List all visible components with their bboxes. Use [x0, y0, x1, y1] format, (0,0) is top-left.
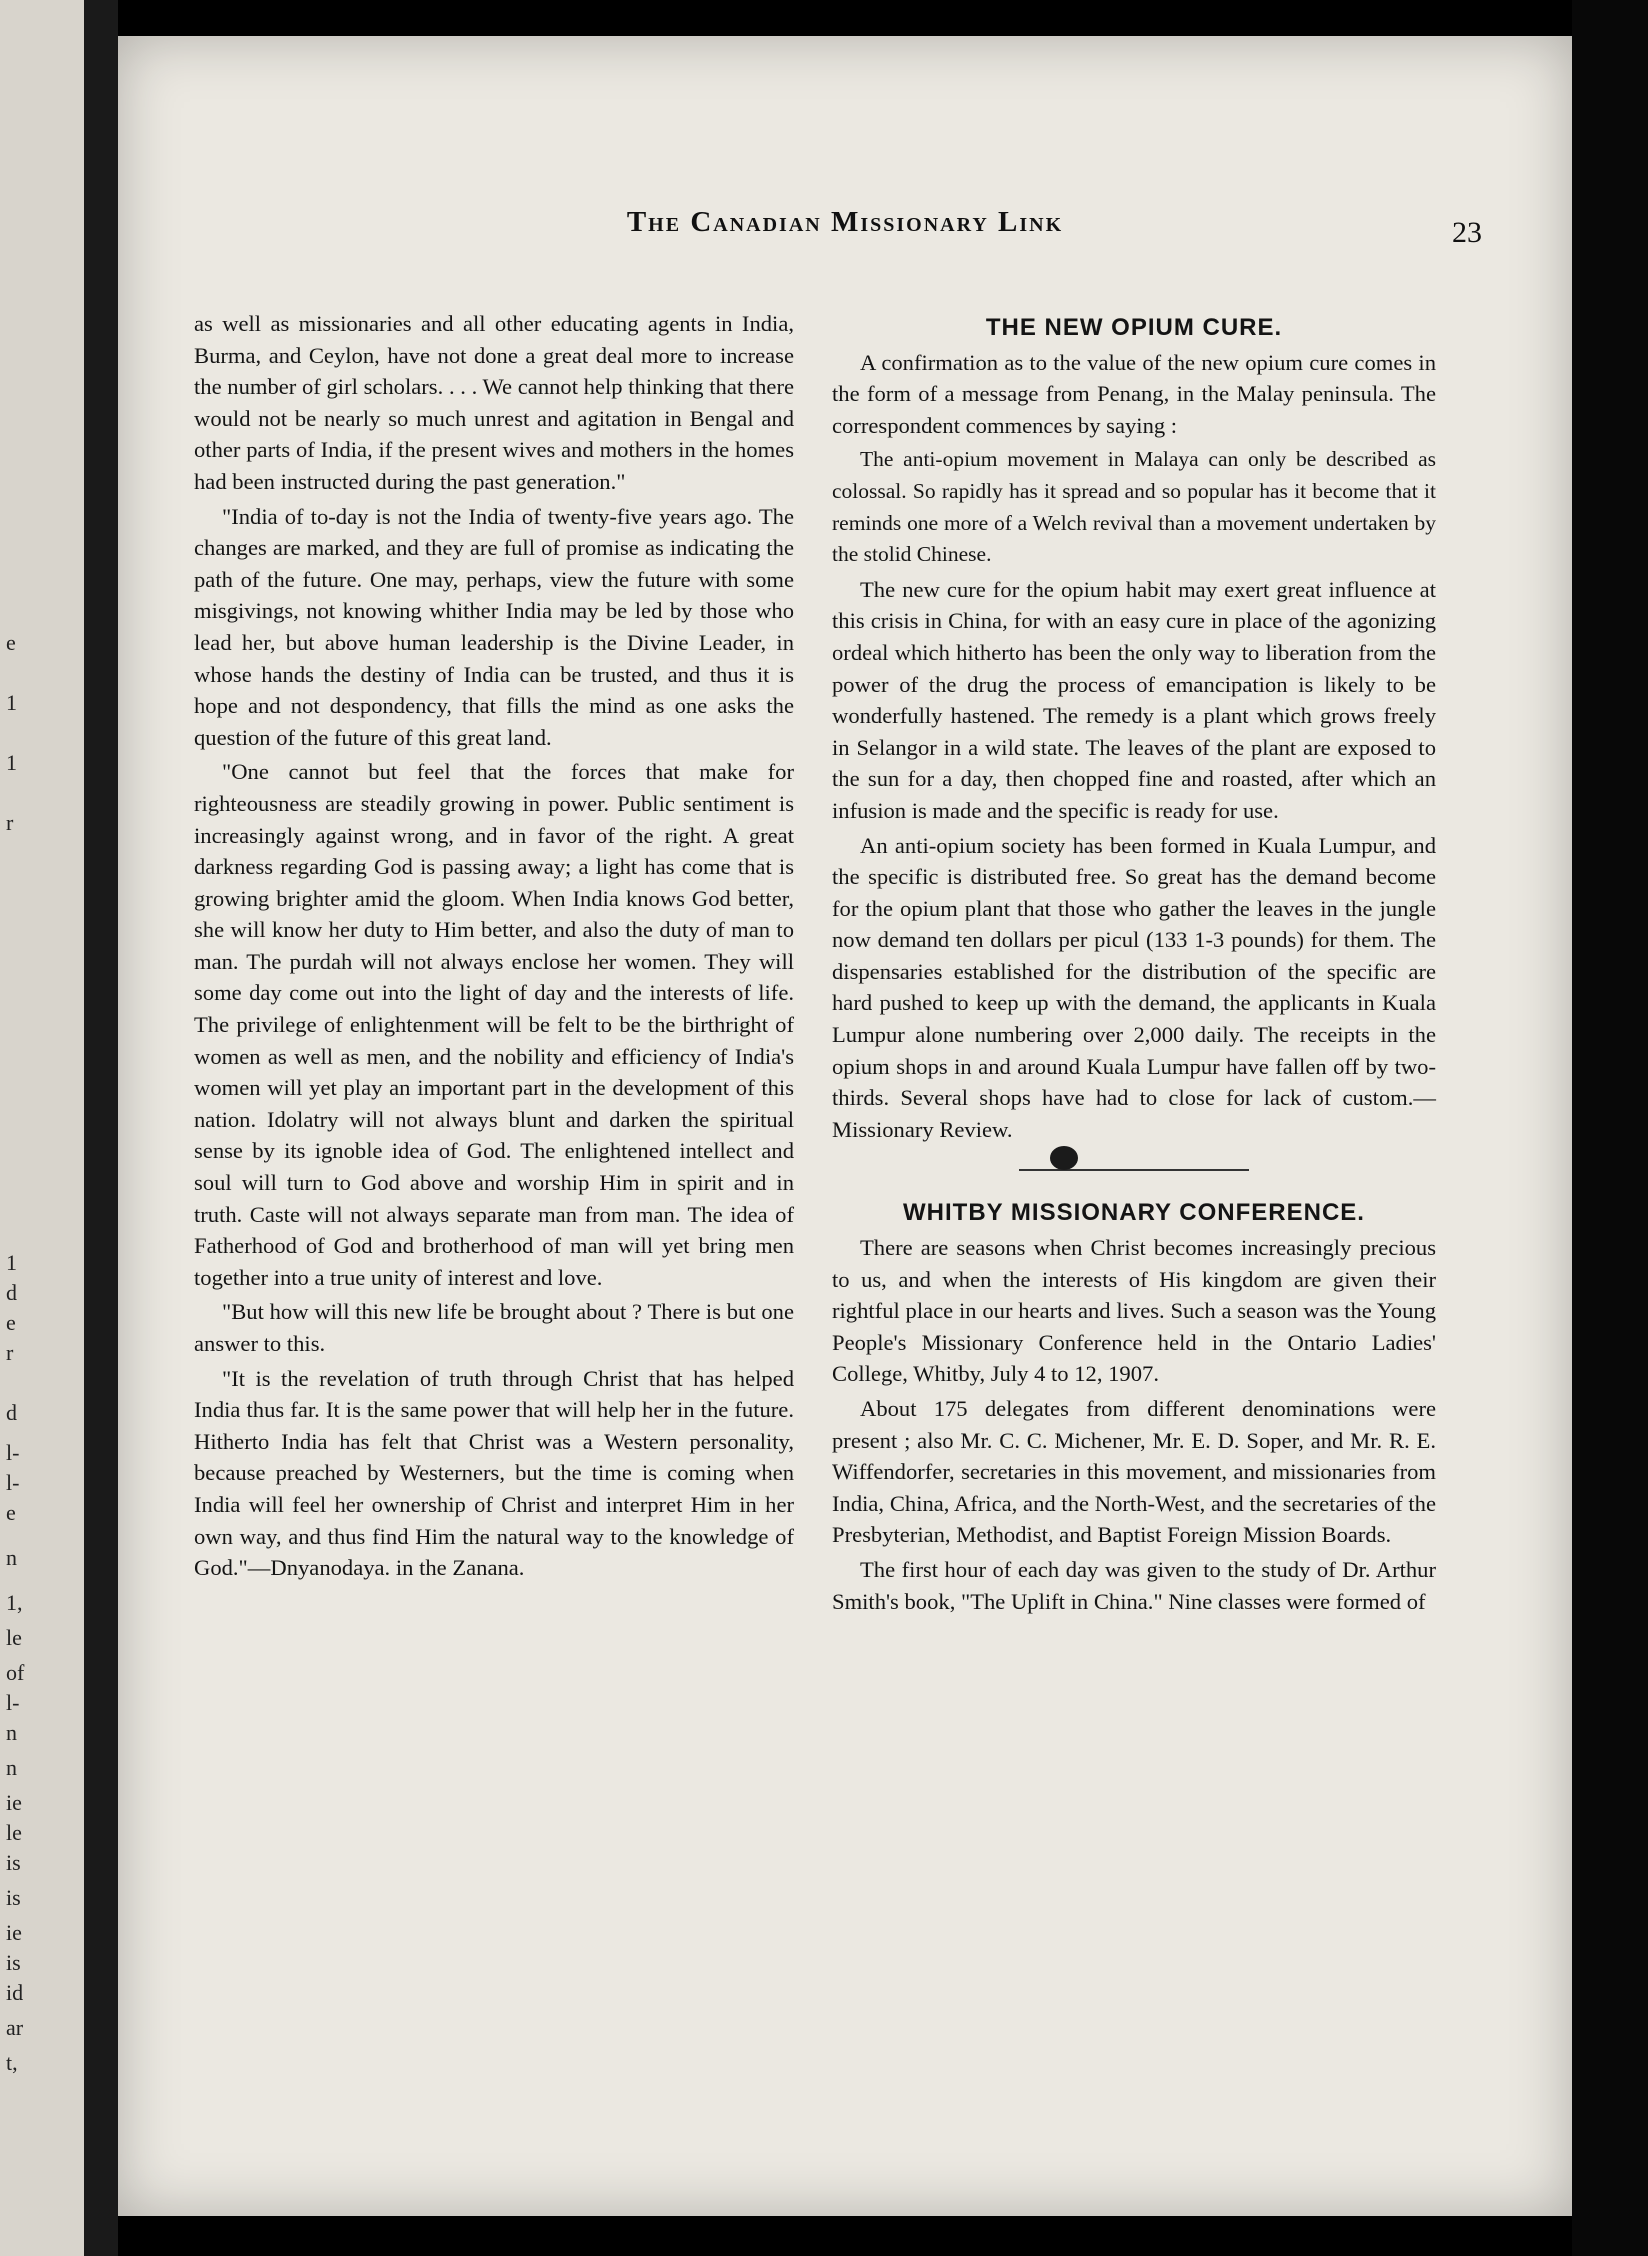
- margin-fragment: le: [6, 1820, 22, 1845]
- paragraph: "It is the revelation of truth through Christ that has helped India thus far. It is the same power that will help her in the future. Hitherto India has felt that Christ was a Western personality, because preached by Westerners, but the time is coming when India will feel her ownership of Christ and interpret Him in her own way, and thus find Him the natural way to the knowledge of God."—Dnyanodaya. in the Zanana.: [194, 1365, 794, 1581]
- margin-fragment: ie: [6, 1920, 22, 1945]
- section-divider: [1019, 1169, 1249, 1171]
- margin-fragment: id: [6, 1980, 24, 2005]
- page-number: 23: [1452, 216, 1482, 249]
- paragraph: "India of to-day is not the India of twenty-five years ago. The changes are marked, and they are full of promise as indicating the path of the future. One may, perhaps, view the future with some misgivings, not knowing whither India may be led by those who lead her, but above human leadership is the Divine Leader, in whose hands the destiny of India can be trusted, and thus it is hope and not despondency, that fills the mind as one asks the question of the future of this great land.: [194, 503, 794, 750]
- margin-fragment: le: [6, 1625, 22, 1650]
- margin-fragment: r: [6, 1340, 14, 1365]
- margin-fragment: 1: [6, 750, 17, 775]
- margin-fragment: ar: [6, 2015, 24, 2040]
- margin-fragment: 1: [6, 1250, 17, 1275]
- ink-blot: [1050, 1146, 1078, 1170]
- margin-fragment: is: [6, 1850, 21, 1875]
- margin-fragment: d: [6, 1400, 17, 1425]
- paragraph: An anti-opium society has been formed in Kuala Lumpur, and the specific is distributed free. So great has the demand become for the opium plant that those who gather the leaves in the jungle now demand ten dollars per picul (133 1-3 pounds) for them. The dispensaries established for the distribution of the specific are hard pushed to keep up with the demand, the applicants in Kuala Lumpur alone numbering over 2,000 daily. The receipts in the opium shops in and around Kuala Lumpur have fallen off by two-thirds. Several shops have had to close for lack of custom.—Missionary Review.: [832, 832, 1436, 1142]
- left-column: [194, 308, 794, 1587]
- margin-fragment: 1: [6, 690, 17, 715]
- running-head: The Canadian Missionary Link: [626, 206, 1064, 238]
- margin-fragment: e: [6, 1500, 16, 1525]
- paragraph: as well as missionaries and all other educating agents in India, Burma, and Ceylon, have not done a great deal more to increase the number of girl scholars. . . . We cannot help thinking that there would not be nearly so much unrest and agitation in Bengal and other parts of India, if the present wives and mothers in the homes had been instructed during the past generation.": [194, 311, 794, 494]
- margin-fragment: d: [6, 1280, 17, 1305]
- paragraph: The new cure for the opium habit may exert great influence at this crisis in China, for with an easy cure in place of the agonizing ordeal which hitherto has been the only way to liberation from the power of the drug the process of emancipation is likely to be wonderfully hastened. The remedy is a plant which grows freely in Selangor in a wild state. The leaves of the plant are exposed to the sun for a day, then chopped fine and roasted, after which an infusion is made and the specific is ready for use.: [832, 576, 1436, 823]
- margin-fragment: t,: [6, 2050, 18, 2075]
- margin-fragment: l-: [6, 1440, 20, 1465]
- margin-fragment: e: [6, 1310, 16, 1335]
- paragraph: There are seasons when Christ becomes increasingly precious to us, and when the interests of His kingdom are given their rightful place in our hearts and lives. Such a season was the Young People's Missionary Conference held in the Ontario Ladies' College, Whitby, July 4 to 12, 1907.: [832, 1235, 1436, 1387]
- paragraph: "But how will this new life be brought about ? There is but one answer to this.: [194, 1299, 794, 1356]
- margin-fragment: of: [6, 1660, 25, 1685]
- paragraph: The first hour of each day was given to the study of Dr. Arthur Smith's book, "The Uplift in China." Nine classes were formed of: [832, 1556, 1436, 1614]
- article-heading-opium: THE NEW OPIUM CURE.: [985, 314, 1283, 341]
- right-column: [832, 312, 1436, 1620]
- facing-page-edge: [0, 0, 118, 2256]
- margin-fragment: l-: [6, 1690, 20, 1715]
- paragraph: About 175 delegates from different denominations were present ; also Mr. C. C. Michener, Mr. E. D. Soper, and Mr. R. E. Wiffendorfer, secretaries in this movement, and missionaries from India, China, Africa, and the North-West, and the secretaries of the Presbyterian, Methodist, and Baptist Foreign Mission Boards.: [832, 1396, 1436, 1548]
- margin-fragment: e: [6, 630, 16, 655]
- article-heading-whitby: WHITBY MISSIONARY CONFERENCE.: [903, 1199, 1365, 1227]
- margin-fragment: ie: [6, 1790, 22, 1815]
- scan-border: [1572, 0, 1648, 2256]
- margin-fragment: n: [6, 1720, 17, 1745]
- margin-fragment: r: [6, 810, 14, 835]
- magazine-page: [118, 36, 1572, 2216]
- paragraph: "One cannot but feel that the forces that make for righteousness are steadily growing in power. Public sentiment is increasingly against wrong, and in favor of the right. A great darkness regarding God is passing away; a light has come that is growing brighter amid the gloom. When India knows God better, she will know her duty to Him better, and also the duty of man to man. The purdah will not always enclose her women. They will some day come out into the light of day and the interests of life. The privilege of enlightenment will be felt to be the birthright of women as well as men, and the nobility and efficiency of India's women will yet play an important part in the development of this nation. Idolatry will not always blunt and darken the spiritual sense by its ignoble idea of God. The enlightened intellect and soul will turn to God above and worship Him in spirit and in truth. Caste will not always separate man from man. The idea of Fatherhood of God and brotherhood of man will yet bring men together into a true unity of interest and love.: [194, 759, 794, 1290]
- paragraph: A confirmation as to the value of the new opium cure comes in the form of a message from Penang, in the Malay peninsula. The correspondent commences by saying :: [832, 349, 1436, 438]
- quoted-paragraph: The anti-opium movement in Malaya can only be described as colossal. So rapidly has it spread and so popular has it become that it reminds one more of a Welch revival than a movement undertaken by the stolid Chinese.: [832, 447, 1436, 567]
- margin-fragment: l-: [6, 1470, 20, 1495]
- margin-fragment: is: [6, 1885, 21, 1910]
- margin-fragment: 1,: [6, 1590, 23, 1615]
- margin-fragment: is: [6, 1950, 21, 1975]
- margin-fragment: n: [6, 1545, 17, 1570]
- margin-fragment: n: [6, 1755, 17, 1780]
